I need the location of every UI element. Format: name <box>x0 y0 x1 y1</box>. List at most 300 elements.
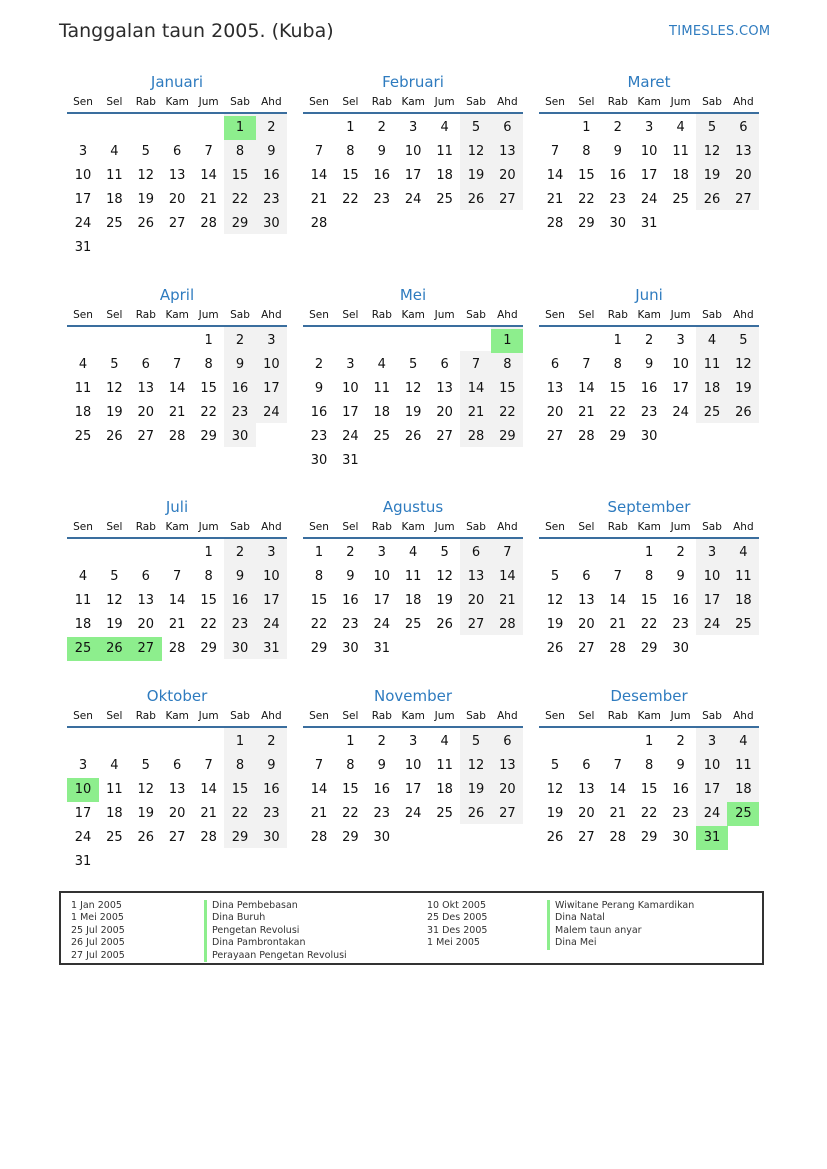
calendar-day: 30 <box>373 830 391 845</box>
calendar-day: 8 <box>235 758 245 773</box>
calendar-day: 20 <box>735 168 752 183</box>
calendar-day: 23 <box>342 617 359 632</box>
month-mei <box>303 285 523 471</box>
weekday-header <box>303 305 523 327</box>
calendar-day: 3 <box>409 734 418 749</box>
calendar-day: 27 <box>499 192 516 207</box>
weekday-label: Kam <box>637 309 661 321</box>
calendar-day: 29 <box>310 641 328 656</box>
calendar-day: 11 <box>74 593 92 608</box>
calendar-day: 5 <box>110 357 119 372</box>
legend-holiday-name: Dina Pambrontakan <box>204 937 347 949</box>
calendar-day: 15 <box>640 593 658 608</box>
weekday-label: Ahd <box>497 96 518 108</box>
weekday-label: Ahd <box>261 309 282 321</box>
calendar-day: 9 <box>267 758 276 773</box>
calendar-day: 8 <box>645 758 654 773</box>
calendar-day: 16 <box>342 593 359 608</box>
calendar-day: 7 <box>314 758 324 773</box>
calendar-day: 19 <box>467 168 485 183</box>
month-name: Mei <box>399 286 427 304</box>
weekday-label: Jum <box>670 521 691 533</box>
calendar-day: 2 <box>645 333 654 348</box>
weekday-label: Kam <box>637 521 661 533</box>
day-grid <box>539 539 759 659</box>
calendar-day: 16 <box>263 782 280 797</box>
calendar-day: 17 <box>263 593 280 608</box>
month-name: Desember <box>610 687 688 705</box>
weekday-label: Sel <box>578 710 595 722</box>
month-name: Maret <box>627 73 671 91</box>
calendar-day: 30 <box>609 216 627 231</box>
weekday-label: Sel <box>106 309 123 321</box>
calendar-day: 29 <box>231 216 249 231</box>
weekday-header <box>303 92 523 114</box>
holiday-day: 1 <box>491 329 523 353</box>
weekday-label: Sab <box>466 710 486 722</box>
weekday-label: Rab <box>371 710 392 722</box>
calendar-day: 21 <box>200 806 217 821</box>
calendar-day: 21 <box>310 192 328 207</box>
calendar-day: 16 <box>672 782 689 797</box>
calendar-day: 3 <box>346 357 355 372</box>
brand-link[interactable]: TIMESLES.COM <box>669 24 771 39</box>
calendar-day: 6 <box>739 120 748 135</box>
calendar-day: 25 <box>74 429 92 444</box>
calendar-day: 23 <box>263 806 280 821</box>
calendar-day: 24 <box>342 429 359 444</box>
calendar-day: 8 <box>346 758 355 773</box>
calendar-day: 11 <box>735 569 752 584</box>
calendar-day: 1 <box>645 545 654 560</box>
calendar-day: 5 <box>471 734 481 749</box>
calendar-day: 2 <box>676 734 685 749</box>
holiday-day: 25 <box>67 637 99 661</box>
calendar-day: 28 <box>200 830 217 845</box>
calendar-day: 8 <box>204 357 213 372</box>
legend-holiday-name: Dina Natal <box>547 912 694 924</box>
calendar-day: 25 <box>436 806 453 821</box>
calendar-day: 23 <box>609 192 627 207</box>
legend-holiday-name: Pengetan Revolusi <box>204 925 347 937</box>
calendar-day: 31 <box>263 641 280 656</box>
calendar-day: 17 <box>640 168 658 183</box>
calendar-day: 14 <box>546 168 564 183</box>
calendar-day: 3 <box>645 120 654 135</box>
weekday-label: Kam <box>637 710 661 722</box>
calendar-day: 2 <box>346 545 355 560</box>
month-april <box>67 285 287 447</box>
calendar-day: 12 <box>137 782 155 797</box>
calendar-day: 7 <box>204 144 213 159</box>
calendar-day: 11 <box>74 381 92 396</box>
calendar-day: 27 <box>168 830 186 845</box>
weekday-label: Sab <box>230 96 250 108</box>
month-november <box>303 686 523 848</box>
calendar-day: 20 <box>499 782 516 797</box>
calendar-day: 7 <box>204 758 213 773</box>
calendar-day: 13 <box>137 593 155 608</box>
weekday-label: Ahd <box>261 521 282 533</box>
calendar-day: 5 <box>550 758 560 773</box>
weekday-label: Jum <box>434 521 455 533</box>
calendar-day: 10 <box>263 569 280 584</box>
calendar-day: 30 <box>231 641 249 656</box>
day-grid <box>539 114 759 234</box>
calendar-day: 18 <box>436 782 453 797</box>
calendar-day: 13 <box>546 381 564 396</box>
calendar-day: 26 <box>137 830 155 845</box>
calendar-day: 24 <box>703 806 721 821</box>
calendar-day: 7 <box>173 357 182 372</box>
day-grid <box>303 327 523 471</box>
weekday-header <box>67 517 287 539</box>
weekday-label: Sen <box>309 521 329 533</box>
calendar-day: 4 <box>739 545 748 560</box>
calendar-day: 22 <box>231 192 249 207</box>
weekday-label: Jum <box>670 96 691 108</box>
calendar-day: 9 <box>235 569 245 584</box>
day-grid <box>539 728 759 848</box>
weekday-label: Sen <box>545 710 565 722</box>
calendar-day: 7 <box>314 144 324 159</box>
calendar-day: 31 <box>74 240 92 255</box>
weekday-label: Sen <box>73 96 93 108</box>
calendar-day: 20 <box>546 405 564 420</box>
calendar-day: 7 <box>613 569 622 584</box>
calendar-day: 28 <box>609 641 627 656</box>
month-maret <box>539 72 759 234</box>
calendar-day: 22 <box>200 617 217 632</box>
day-grid <box>303 539 523 659</box>
month-januari <box>67 72 287 258</box>
legend-holiday-name: Dina Buruh <box>204 912 347 924</box>
calendar-day: 18 <box>74 405 92 420</box>
calendar-day: 14 <box>200 782 217 797</box>
calendar-day: 19 <box>546 617 564 632</box>
calendar-day: 30 <box>263 830 280 845</box>
calendar-day: 8 <box>346 144 355 159</box>
calendar-day: 26 <box>546 641 564 656</box>
calendar-day: 17 <box>74 806 92 821</box>
calendar-day: 6 <box>582 569 591 584</box>
day-grid <box>303 728 523 848</box>
calendar-day: 15 <box>640 782 658 797</box>
calendar-day: 10 <box>263 357 280 372</box>
calendar-day: 1 <box>235 734 245 749</box>
calendar-day: 13 <box>168 782 186 797</box>
calendar-day: 21 <box>609 806 627 821</box>
holiday-legend <box>59 891 764 965</box>
calendar-day: 29 <box>231 830 249 845</box>
calendar-day: 16 <box>231 593 249 608</box>
weekday-label: Sen <box>73 309 93 321</box>
calendar-day: 10 <box>404 144 422 159</box>
legend-holiday-date: 1 Mei 2005 <box>427 937 480 949</box>
calendar-day: 11 <box>436 758 453 773</box>
calendar-day: 12 <box>467 758 485 773</box>
calendar-day: 6 <box>471 545 481 560</box>
calendar-day: 17 <box>404 168 422 183</box>
weekday-label: Sab <box>466 521 486 533</box>
legend-holiday-date: 27 Jul 2005 <box>71 949 125 961</box>
weekday-label: Kam <box>165 96 189 108</box>
calendar-day: 4 <box>78 569 88 584</box>
calendar-day: 16 <box>609 168 627 183</box>
calendar-day: 13 <box>436 381 453 396</box>
weekday-label: Sel <box>342 710 359 722</box>
calendar-day: 26 <box>703 192 721 207</box>
calendar-day: 26 <box>735 405 752 420</box>
calendar-day: 31 <box>373 641 391 656</box>
calendar-day: 18 <box>373 405 391 420</box>
calendar-day: 9 <box>346 569 355 584</box>
calendar-day: 23 <box>263 192 280 207</box>
legend-holiday-date: 25 Des 2005 <box>427 912 488 924</box>
calendar-day: 4 <box>110 144 119 159</box>
calendar-day: 5 <box>550 569 560 584</box>
calendar-day: 10 <box>404 758 422 773</box>
weekday-header <box>67 706 287 728</box>
calendar-day: 14 <box>609 593 627 608</box>
calendar-day: 25 <box>672 192 689 207</box>
calendar-day: 13 <box>578 593 595 608</box>
calendar-day: 7 <box>173 569 182 584</box>
month-name: Agustus <box>382 498 444 516</box>
calendar-day: 15 <box>231 168 249 183</box>
weekday-label: Sel <box>578 96 595 108</box>
legend-holiday-name: Malem taun anyar <box>547 925 694 937</box>
calendar-day: 3 <box>267 333 276 348</box>
weekday-header <box>539 517 759 539</box>
weekday-header <box>303 517 523 539</box>
calendar-day: 28 <box>168 429 186 444</box>
calendar-day: 16 <box>373 782 391 797</box>
calendar-day: 28 <box>310 216 328 231</box>
calendar-day: 25 <box>106 216 123 231</box>
calendar-day: 9 <box>235 357 245 372</box>
weekday-header <box>67 92 287 114</box>
calendar-day: 8 <box>314 569 324 584</box>
calendar-day: 2 <box>377 734 386 749</box>
calendar-day: 3 <box>377 545 386 560</box>
calendar-day: 20 <box>578 806 595 821</box>
calendar-day: 21 <box>546 192 564 207</box>
calendar-day: 15 <box>231 782 249 797</box>
day-grid <box>539 327 759 447</box>
calendar-day: 4 <box>707 333 717 348</box>
weekday-label: Rab <box>607 710 628 722</box>
weekday-label: Sab <box>702 521 722 533</box>
weekday-label: Ahd <box>733 96 754 108</box>
calendar-day: 6 <box>503 734 512 749</box>
calendar-day: 27 <box>137 429 155 444</box>
calendar-day: 10 <box>373 569 391 584</box>
month-name: Oktober <box>146 687 208 705</box>
weekday-label: Kam <box>401 309 425 321</box>
calendar-day: 13 <box>578 782 595 797</box>
holiday-day: 27 <box>130 637 162 661</box>
calendar-day: 28 <box>578 429 595 444</box>
calendar-day: 7 <box>613 758 622 773</box>
calendar-day: 18 <box>672 168 689 183</box>
calendar-day: 17 <box>74 192 92 207</box>
calendar-day: 21 <box>609 617 627 632</box>
month-september <box>539 497 759 659</box>
calendar-day: 5 <box>409 357 418 372</box>
calendar-day: 1 <box>346 734 355 749</box>
legend-names-col-2 <box>547 900 694 950</box>
calendar-day: 24 <box>373 617 391 632</box>
calendar-day: 4 <box>739 734 748 749</box>
calendar-day: 25 <box>404 617 422 632</box>
calendar-day: 14 <box>310 782 328 797</box>
month-name: September <box>607 498 691 516</box>
holiday-day: 25 <box>727 802 759 826</box>
calendar-day: 15 <box>578 168 595 183</box>
calendar-day: 14 <box>609 782 627 797</box>
weekday-label: Sen <box>545 309 565 321</box>
calendar-day: 24 <box>263 617 280 632</box>
calendar-day: 4 <box>78 357 88 372</box>
calendar-day: 3 <box>409 120 418 135</box>
calendar-day: 27 <box>546 429 564 444</box>
calendar-day: 9 <box>377 758 386 773</box>
calendar-day: 22 <box>609 405 627 420</box>
calendar-day: 8 <box>235 144 245 159</box>
calendar-day: 15 <box>310 593 328 608</box>
calendar-day: 24 <box>703 617 721 632</box>
calendar-day: 31 <box>342 453 359 468</box>
calendar-day: 19 <box>106 617 123 632</box>
calendar-day: 16 <box>672 593 689 608</box>
weekday-label: Ahd <box>733 710 754 722</box>
calendar-day: 3 <box>676 333 685 348</box>
calendar-day: 22 <box>310 617 328 632</box>
calendar-day: 28 <box>467 429 485 444</box>
weekday-header <box>303 706 523 728</box>
calendar-day: 21 <box>310 806 328 821</box>
calendar-day: 20 <box>168 192 186 207</box>
calendar-day: 19 <box>703 168 721 183</box>
calendar-day: 28 <box>168 641 186 656</box>
weekday-label: Sen <box>309 710 329 722</box>
weekday-label: Ahd <box>261 710 282 722</box>
weekday-label: Sel <box>106 710 123 722</box>
calendar-day: 30 <box>672 830 689 845</box>
calendar-day: 19 <box>137 192 155 207</box>
month-agustus <box>303 497 523 659</box>
month-desember <box>539 686 759 848</box>
holiday-day: 1 <box>224 116 256 140</box>
calendar-day: 11 <box>373 381 391 396</box>
calendar-day: 16 <box>310 405 328 420</box>
weekday-label: Jum <box>670 710 691 722</box>
calendar-day: 19 <box>735 381 752 396</box>
legend-holiday-name: Wiwitane Perang Kamardikan <box>547 900 694 912</box>
weekday-label: Sab <box>230 521 250 533</box>
calendar-day: 2 <box>613 120 622 135</box>
legend-holiday-name: Dina Mei <box>547 937 694 949</box>
holiday-day: 31 <box>696 826 728 850</box>
weekday-header <box>539 706 759 728</box>
calendar-day: 17 <box>263 381 280 396</box>
calendar-day: 28 <box>546 216 564 231</box>
calendar-day: 22 <box>640 617 658 632</box>
calendar-day: 10 <box>342 381 359 396</box>
calendar-day: 17 <box>672 381 689 396</box>
calendar-day: 9 <box>613 144 622 159</box>
calendar-day: 4 <box>110 758 119 773</box>
calendar-day: 15 <box>342 168 359 183</box>
calendar-day: 15 <box>499 381 516 396</box>
calendar-day: 24 <box>640 192 658 207</box>
calendar-day: 5 <box>141 144 150 159</box>
calendar-day: 1 <box>613 333 622 348</box>
weekday-label: Sen <box>545 521 565 533</box>
calendar-day: 2 <box>377 120 386 135</box>
weekday-label: Jum <box>198 710 219 722</box>
calendar-day: 11 <box>703 357 721 372</box>
calendar-day: 13 <box>467 569 485 584</box>
calendar-day: 5 <box>739 333 748 348</box>
calendar-day: 8 <box>645 569 654 584</box>
calendar-day: 25 <box>373 429 391 444</box>
calendar-day: 3 <box>707 734 717 749</box>
calendar-day: 26 <box>137 216 155 231</box>
calendar-day: 12 <box>546 782 564 797</box>
calendar-day: 9 <box>676 569 685 584</box>
calendar-day: 10 <box>703 569 721 584</box>
calendar-day: 3 <box>707 545 717 560</box>
calendar-day: 17 <box>703 593 721 608</box>
legend-holiday-date: 10 Okt 2005 <box>427 900 487 911</box>
weekday-label: Sel <box>342 521 359 533</box>
day-grid <box>67 114 287 258</box>
calendar-day: 26 <box>436 617 453 632</box>
legend-holiday-date: 1 Mei 2005 <box>71 912 124 924</box>
calendar-day: 25 <box>703 405 721 420</box>
calendar-day: 9 <box>645 357 654 372</box>
weekday-label: Rab <box>135 521 156 533</box>
calendar-day: 9 <box>267 144 276 159</box>
calendar-day: 26 <box>467 192 485 207</box>
calendar-day: 16 <box>373 168 391 183</box>
calendar-day: 26 <box>404 429 422 444</box>
calendar-day: 14 <box>467 381 485 396</box>
calendar-day: 16 <box>231 381 249 396</box>
calendar-day: 9 <box>676 758 685 773</box>
day-grid <box>67 539 287 659</box>
calendar-day: 6 <box>550 357 560 372</box>
calendar-day: 12 <box>735 357 752 372</box>
holiday-day: 10 <box>67 778 99 802</box>
calendar-day: 27 <box>467 617 485 632</box>
calendar-day: 10 <box>74 168 92 183</box>
calendar-day: 14 <box>168 593 186 608</box>
calendar-day: 19 <box>106 405 123 420</box>
calendar-day: 13 <box>137 381 155 396</box>
calendar-day: 4 <box>409 545 418 560</box>
calendar-day: 11 <box>106 168 123 183</box>
calendar-day: 12 <box>106 593 123 608</box>
calendar-day: 14 <box>168 381 186 396</box>
month-juli <box>67 497 287 659</box>
calendar-day: 26 <box>106 429 123 444</box>
day-grid <box>67 728 287 872</box>
calendar-day: 2 <box>267 734 276 749</box>
calendar-day: 25 <box>436 192 453 207</box>
